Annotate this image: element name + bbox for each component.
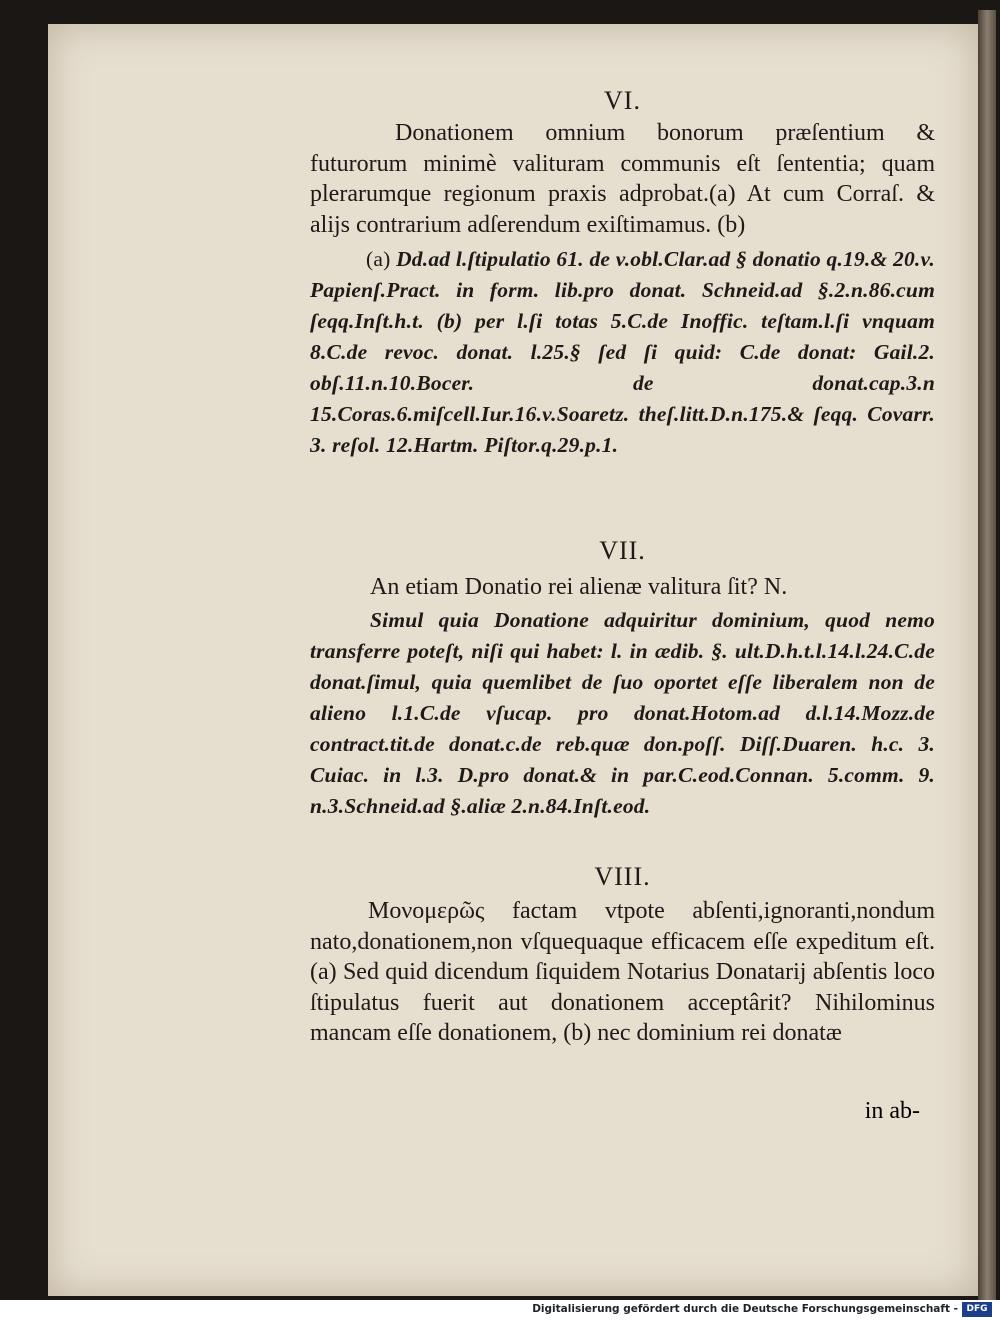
section-heading: VI. — [604, 86, 641, 115]
footnote-lead: (a) — [366, 247, 391, 271]
catchword: in ab- — [864, 1098, 920, 1124]
section-heading: VIII. — [594, 862, 651, 891]
section-vi — [310, 86, 935, 461]
footnote-text: Dd.ad l.ſtipulatio 61. de v.obl.Clar.ad § donatio q.19.& 20.v. Papienſ.Pract. in form. lib.pro donat. Schneid.ad §.2.n.86.cum ſeqq.Inſt.h.t. (b) per l.ſi totas 5.C.de Inoffic. teſtam.l.ſi vnquam 8.C.de revoc. donat. l.25.§ ſed ſi quid: C.de donat: Gail.2. obſ.11.n.10.Bocer. de donat.cap.3.n 15.Coras.6.miſcell.Iur.16.v.Soaretz. theſ.litt.D.n.175.& ſeqq. Covarr. 3. reſol. 12.Hartm. Piſtor.q.29.p.1. — [310, 247, 936, 457]
section-heading: VII. — [599, 536, 646, 565]
section-footnote: Simul quia Donatione adquiritur dominium, quod nemo transferre poteſt, niſi qui habet: l. in ædib. §. ult.D.h.t.l.14.l.24.C.de donat.ſimul, quia quemlibet de ſuo oportet eſſe liberalem non de alieno l.1.C.de vſucap. pro donat.Hotom.ad d.l.14.Mozz.de contract.tit.de donat.c.de reb.quæ don.poſſ. Diſſ.Duaren. h.c. 3. Cuiac. in l.3. D.pro donat.& in par.C.eod.Connan. 5.comm. 9. n.3.Schneid.ad §.aliæ 2.n.84.Inſt.eod. — [310, 607, 935, 818]
section-body: Donationem omnium bonorum præſentium & futurorum minimè valituram communis eſt ſententia; quam plerarumque regionum praxis adprobat.(a) At cum Corraſ. & alijs contrarium adſerendum exiſtimamus. (b) — [310, 120, 935, 238]
book-edge — [978, 10, 996, 1300]
footer-bar — [0, 1300, 1000, 1320]
section-footnote — [310, 244, 935, 461]
footer-credit: Digitalisierung gefördert durch die Deutsche Forschungsgemeinschaft - — [532, 1303, 958, 1315]
section-body: Μονομερῶς factam vtpote abſenti,ignoranti,nondum nato,donationem,non vſquequaque efficacem eſſe expeditum eſt. (a) Sed quid dicendum ſiquidem Notarius Donatarij abſentis loco ſtipulatus fuerit aut donationem acceptârit? Nihilominus mancam eſſe donationem, (b) nec dominium rei donatæ — [310, 898, 935, 1046]
section-vii — [310, 536, 935, 822]
dfg-logo-icon: DFG — [962, 1302, 992, 1317]
section-body: An etiam Donatio rei alienæ valitura ſit? N. — [370, 574, 788, 600]
section-viii — [310, 862, 935, 1049]
